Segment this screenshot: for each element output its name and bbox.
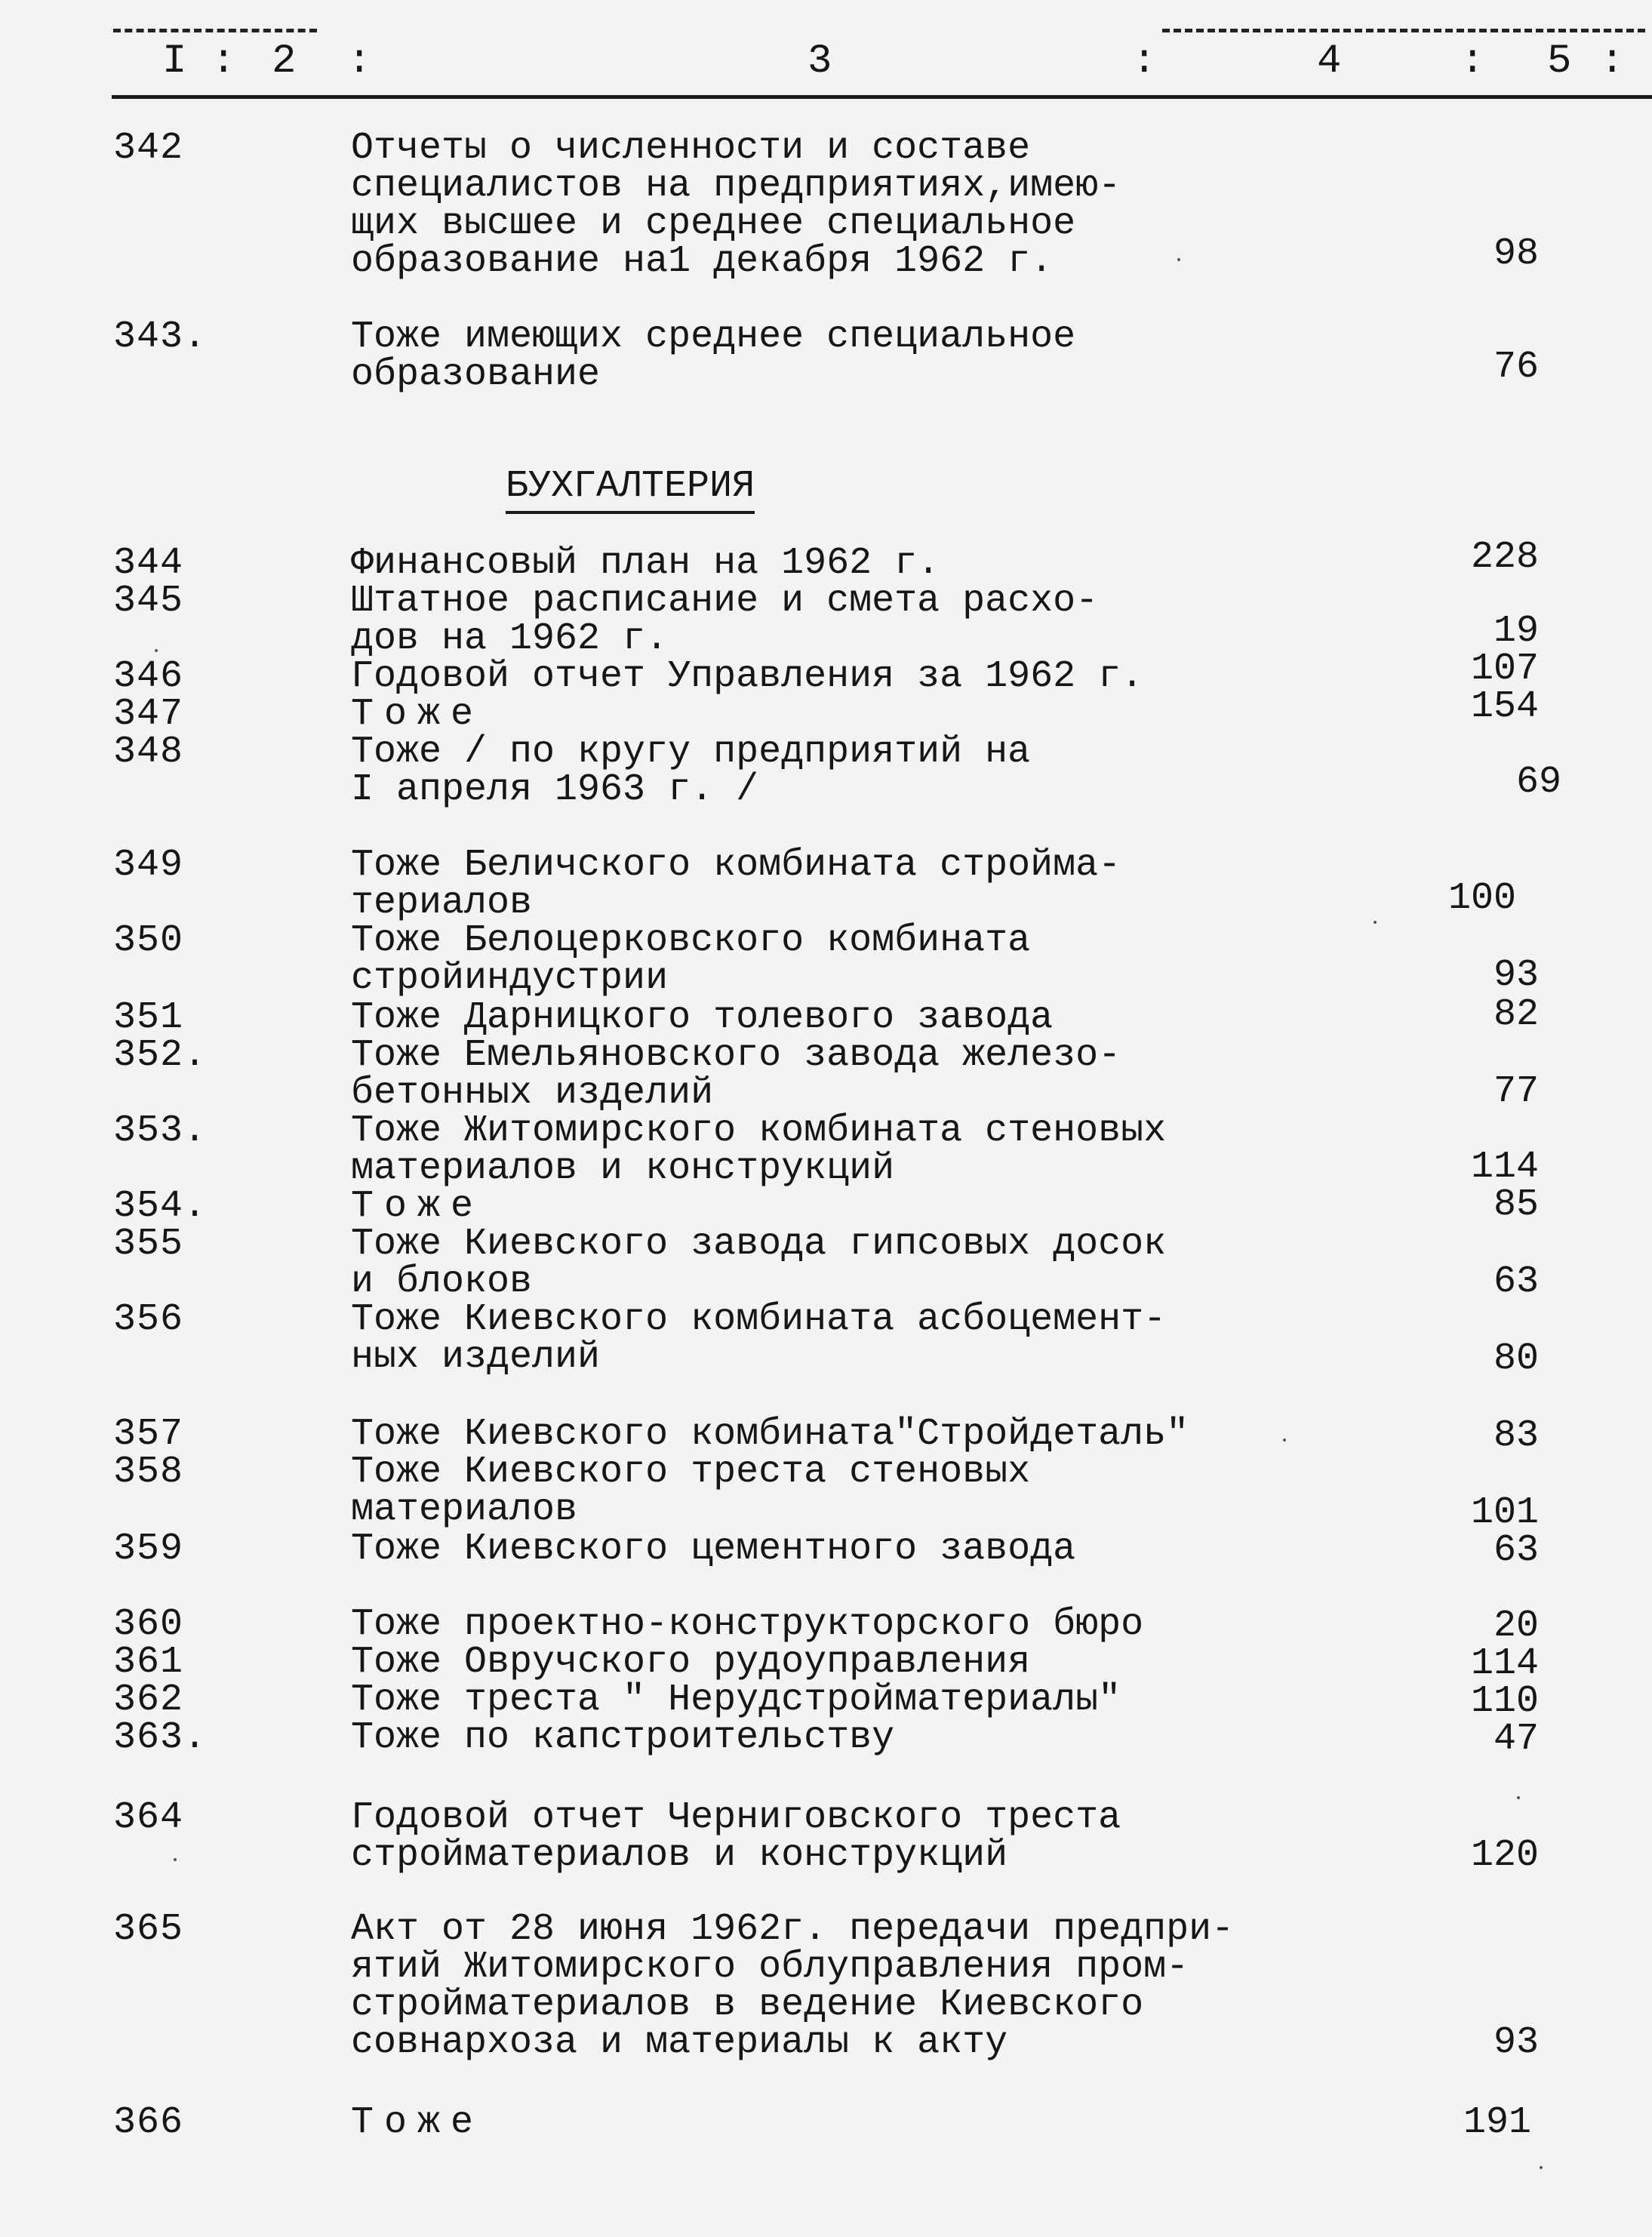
entry-number: 348 xyxy=(113,731,184,774)
entry-count: 85 xyxy=(1493,1183,1539,1226)
entry-count: 47 xyxy=(1493,1718,1539,1761)
entry-number: 351 xyxy=(113,996,184,1039)
entry-count: 154 xyxy=(1470,685,1539,728)
entry-title: Тоже Житомирского комбината стеновых материалов и конструкций xyxy=(351,1109,1167,1190)
entry-count: 93 xyxy=(1493,2021,1539,2064)
entry-title: Тоже по капстроительству xyxy=(351,1716,895,1759)
entry-number: 357 xyxy=(113,1413,184,1456)
scan-speck xyxy=(1374,921,1377,924)
column-separator: : xyxy=(1600,38,1625,85)
entry-number: 350 xyxy=(113,919,184,962)
entry-title: Тоже имеющих среднее специальное образование xyxy=(351,315,1076,396)
entry-count: 82 xyxy=(1493,993,1539,1036)
entry-number: 354. xyxy=(113,1185,208,1228)
entry-title: Тоже Киевского комбината асбоцемент- ных изделий xyxy=(351,1298,1167,1379)
entry-count: 191 xyxy=(1463,2101,1531,2144)
entry-count: 19 xyxy=(1493,610,1539,653)
entry-title: Тоже проектно-конструкторского бюро xyxy=(351,1603,1144,1646)
scan-speck xyxy=(1283,1439,1286,1442)
entry-number: 355 xyxy=(113,1223,184,1266)
entry-title: Тоже xyxy=(351,2101,485,2144)
column-header-1: I xyxy=(162,38,187,85)
entry-title: Акт от 28 июня 1962г. передачи предпри- ятий Житомирского облуправления пром- стройматериалов в ведение Киевского совнархоза и материалы к акту xyxy=(351,1908,1235,2064)
entry-number: 343. xyxy=(113,315,208,358)
entry-number: 364 xyxy=(113,1796,184,1839)
section-title: БУХГАЛТЕРИЯ xyxy=(506,466,755,514)
header-rule xyxy=(112,95,1652,99)
entry-title: Тоже Киевского завода гипсовых досок и блоков xyxy=(351,1223,1167,1303)
entry-count: 101 xyxy=(1470,1491,1539,1534)
entry-number: 349 xyxy=(113,844,184,887)
entry-count: 228 xyxy=(1470,536,1539,579)
entry-title: Тоже треста " Нерудстройматериалы" xyxy=(351,1679,1121,1722)
entry-number: 362 xyxy=(113,1679,184,1722)
entry-count: 63 xyxy=(1493,1260,1539,1303)
column-header-5: 5 xyxy=(1547,38,1572,85)
entry-title: Годовой отчет Черниговского треста стройматериалов и конструкций xyxy=(351,1796,1121,1877)
entry-title: Тоже xyxy=(351,693,485,736)
entry-title: Тоже / по кругу предприятий на I апреля 1963 г. / xyxy=(351,731,1031,811)
entry-number: 344 xyxy=(113,542,184,585)
entry-title: Тоже Дарницкого толевого завода xyxy=(351,996,1054,1039)
top-dashed-rule xyxy=(113,29,317,32)
entry-title: Финансовый план на 1962 г. xyxy=(351,542,940,585)
entry-count: 100 xyxy=(1447,877,1516,920)
entry-count: 77 xyxy=(1493,1070,1539,1113)
entry-count: 76 xyxy=(1493,346,1539,389)
entry-count: 93 xyxy=(1493,954,1539,997)
scan-speck xyxy=(155,649,158,652)
entry-number: 353. xyxy=(113,1109,208,1152)
entry-number: 342 xyxy=(113,127,184,170)
scan-speck xyxy=(1540,2166,1543,2169)
column-separator: : xyxy=(1460,38,1485,85)
scan-speck xyxy=(174,1858,177,1861)
entry-title: Тоже Киевского треста стеновых материалов xyxy=(351,1451,1031,1531)
column-header-4: 4 xyxy=(1317,38,1342,85)
entry-number: 358 xyxy=(113,1451,184,1494)
entry-count: 114 xyxy=(1470,1642,1539,1685)
entry-count: 80 xyxy=(1493,1337,1539,1380)
scan-speck xyxy=(1517,1796,1520,1799)
entry-title: Тоже xyxy=(351,1185,485,1228)
entry-count: 63 xyxy=(1493,1529,1539,1572)
entry-title: Тоже Беличского комбината стройма- териалов xyxy=(351,844,1121,925)
scan-speck xyxy=(1177,258,1180,261)
top-dashed-rule xyxy=(1162,29,1645,32)
entry-title: Тоже Емельяновского завода железо- бетонных изделий xyxy=(351,1034,1121,1115)
column-separator: : xyxy=(347,38,372,85)
entry-title: Тоже Овручского рудоуправления xyxy=(351,1641,1031,1684)
entry-number: 356 xyxy=(113,1298,184,1341)
entry-title: Тоже Киевского цементного завода xyxy=(351,1528,1076,1571)
entry-number: 346 xyxy=(113,655,184,698)
entry-count: 120 xyxy=(1470,1834,1539,1877)
entry-number: 366 xyxy=(113,2101,184,2144)
entry-count: 107 xyxy=(1470,648,1539,691)
entry-count: 110 xyxy=(1470,1680,1539,1723)
entry-number: 359 xyxy=(113,1528,184,1571)
entry-count: 20 xyxy=(1493,1605,1539,1648)
entry-number: 347 xyxy=(113,693,184,736)
entry-number: 345 xyxy=(113,580,184,623)
entry-title: Тоже Белоцерковского комбината стройиндустрии xyxy=(351,919,1031,1000)
entry-number: 363. xyxy=(113,1716,208,1759)
entry-number: 365 xyxy=(113,1908,184,1951)
column-separator: : xyxy=(1132,38,1157,85)
entry-title: Отчеты о численности и составе специалистов на предприятиях,имею- щих высшее и среднее специальное образование на1 декабря 1962 г. xyxy=(351,127,1121,283)
entry-number: 360 xyxy=(113,1603,184,1646)
column-header-2: 2 xyxy=(272,38,297,85)
column-header-3: 3 xyxy=(808,38,832,85)
entry-count: 98 xyxy=(1493,232,1539,275)
entry-number: 352. xyxy=(113,1034,208,1077)
entry-count: 69 xyxy=(1515,761,1561,804)
entry-title: Штатное расписание и смета расхо- дов на 1962 г. xyxy=(351,580,1099,660)
column-separator: : xyxy=(211,38,236,85)
entry-title: Тоже Киевского комбината"Стройдеталь" xyxy=(351,1413,1189,1456)
entry-count: 83 xyxy=(1493,1414,1539,1457)
entry-count: 114 xyxy=(1470,1146,1539,1189)
entry-number: 361 xyxy=(113,1641,184,1684)
entry-title: Годовой отчет Управления за 1962 г. xyxy=(351,655,1144,698)
